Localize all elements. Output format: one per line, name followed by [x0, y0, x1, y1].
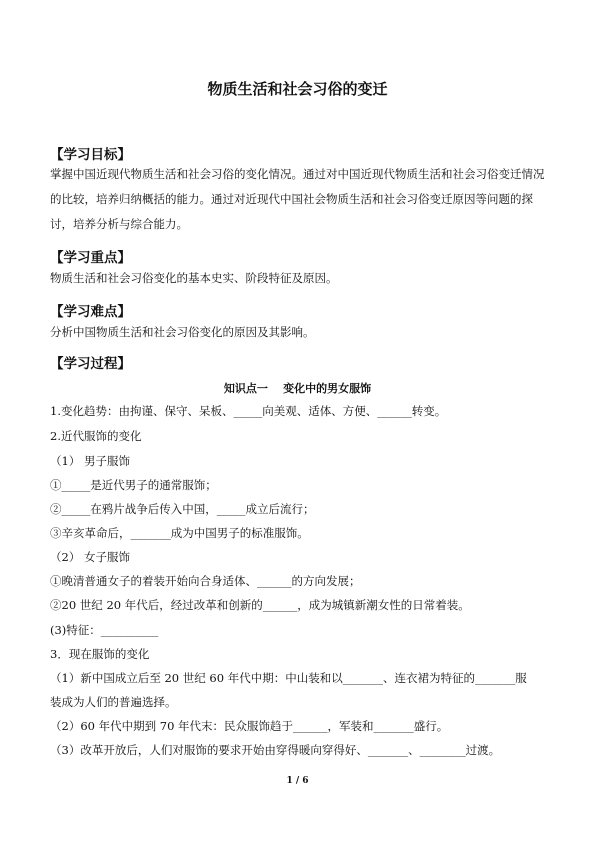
content-line: （1） 男子服饰 — [50, 454, 130, 468]
page-title: 物质生活和社会习俗的变迁 — [207, 80, 388, 98]
goal-heading: 【学习目标】 — [50, 147, 131, 163]
content-line: （1）新中国成立后至 20 世纪 60 年代中期：中山装和以_______、连衣裙为特征的_______服 — [50, 671, 527, 685]
content-line: （2）60 年代中期到 70 年代末：民众服饰趋于______，军装和_______盛行。 — [50, 719, 449, 733]
goal-text: 掌握中国近现代物质生活和社会习俗的变化情况。通过对中国近现代物质生活和社会习俗变迁情况的比较，培养归纳概括的能力。通过对近现代中国社会物质生活和社会习俗变迁原因等问题的探讨，培养分析与综合能力。 — [50, 167, 545, 231]
content-line: (3)特征：__________ — [50, 623, 159, 637]
content-line: ①_____是近代男子的通常服饰； — [50, 478, 217, 492]
page-number: 1 / 6 — [286, 776, 309, 786]
content-line: 3．现在服饰的变化 — [50, 647, 150, 661]
key-heading: 【学习重点】 — [50, 250, 131, 266]
content-line: ②20 世纪 20 年代后，经过改革和创新的______，成为城镇新潮女性的日常着装。 — [50, 598, 470, 612]
knowledge-point-title: 知识点一 变化中的男女服饰 — [223, 382, 372, 395]
content-line: ③辛亥革命后，_______成为中国男子的标准服饰。 — [50, 526, 309, 540]
content-line: （2） 女子服饰 — [50, 550, 130, 564]
content-line: 装成为人们的普遍选择。 — [50, 695, 177, 709]
difficulty-heading: 【学习难点】 — [50, 304, 131, 320]
content-line: ②_____在鸦片战争后传入中国，_____成立后流行； — [50, 502, 315, 516]
content-line: 1.变化趋势：由拘谨、保守、呆板、_____向美观、适体、方便、______转变。 — [50, 404, 447, 418]
content-line: （3）改革开放后，人们对服饰的要求开始由穿得暖向穿得好、_______、________过渡。 — [50, 743, 501, 757]
key-text: 物质生活和社会习俗变化的基本史实、阶段特征及原因。 — [50, 271, 338, 285]
content-line: ①晚清普通女子的着装开始向合身适体、______的方向发展； — [50, 574, 361, 588]
process-heading: 【学习过程】 — [50, 356, 131, 372]
difficulty-text: 分析中国物质生活和社会习俗变化的原因及其影响。 — [50, 325, 315, 339]
content-line: 2.近代服饰的变化 — [50, 429, 142, 443]
